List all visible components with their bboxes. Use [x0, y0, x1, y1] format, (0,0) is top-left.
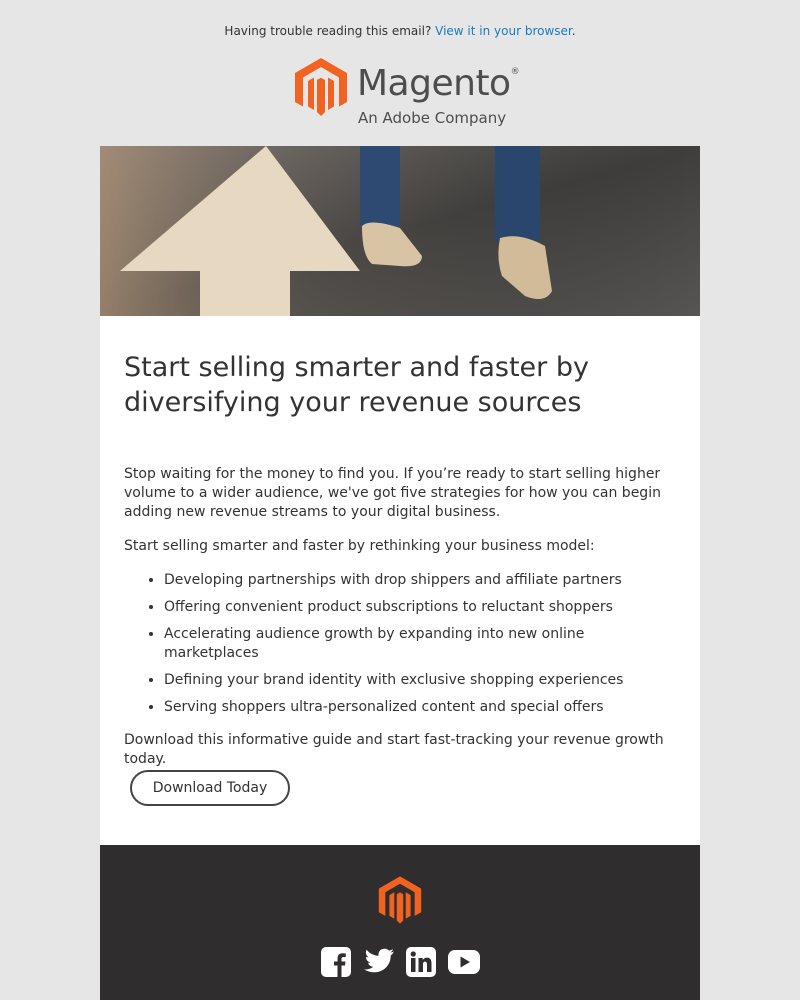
list-item: • Accelerating audience growth by expanding into new online marketplaces: [164, 625, 676, 663]
view-in-browser-link[interactable]: View it in your browser: [435, 24, 572, 38]
lead-paragraph: Start selling smarter and faster by rethinking your business model:: [124, 538, 595, 554]
magento-logo[interactable]: [294, 55, 520, 130]
closing-paragraph: Download this informative guide and start fast-tracking your revenue growth today.: [124, 732, 664, 767]
logo-tagline: An Adobe Company: [358, 109, 507, 127]
email-body-card: [100, 146, 700, 845]
headline: Start selling smarter and faster by diversifying your revenue sources: [124, 352, 589, 418]
social-links: [320, 946, 480, 978]
logo-wordmark: Magento®: [357, 63, 520, 104]
magento-mark-icon[interactable]: [378, 875, 422, 925]
email-content: [124, 350, 676, 784]
youtube-icon[interactable]: [448, 946, 480, 978]
twitter-icon[interactable]: [363, 946, 395, 978]
list-item: • Developing partnerships with drop shippers and affiliate partners: [164, 571, 676, 590]
download-today-button[interactable]: Download Today: [130, 770, 290, 806]
list-item: • Offering convenient product subscriptions to reluctant shoppers: [164, 598, 676, 617]
strategy-list: [124, 571, 676, 717]
magento-mark-icon: [294, 57, 348, 117]
email-preheader: [0, 24, 800, 38]
hero-image: [100, 146, 700, 316]
linkedin-icon[interactable]: [405, 946, 437, 978]
intro-paragraph: Stop waiting for the money to find you. If you’re ready to start selling higher volume to a wider audience, we've got five strategies for how you can begin adding new revenue streams to your digital business.: [124, 466, 661, 520]
period: .: [571, 24, 576, 38]
footer: [100, 845, 700, 1000]
facebook-icon[interactable]: [320, 946, 352, 978]
list-item: • Defining your brand identity with exclusive shopping experiences: [164, 671, 676, 690]
trouble-text: Having trouble reading this email?: [224, 24, 432, 38]
list-item: • Serving shoppers ultra-personalized content and special offers: [164, 698, 676, 717]
